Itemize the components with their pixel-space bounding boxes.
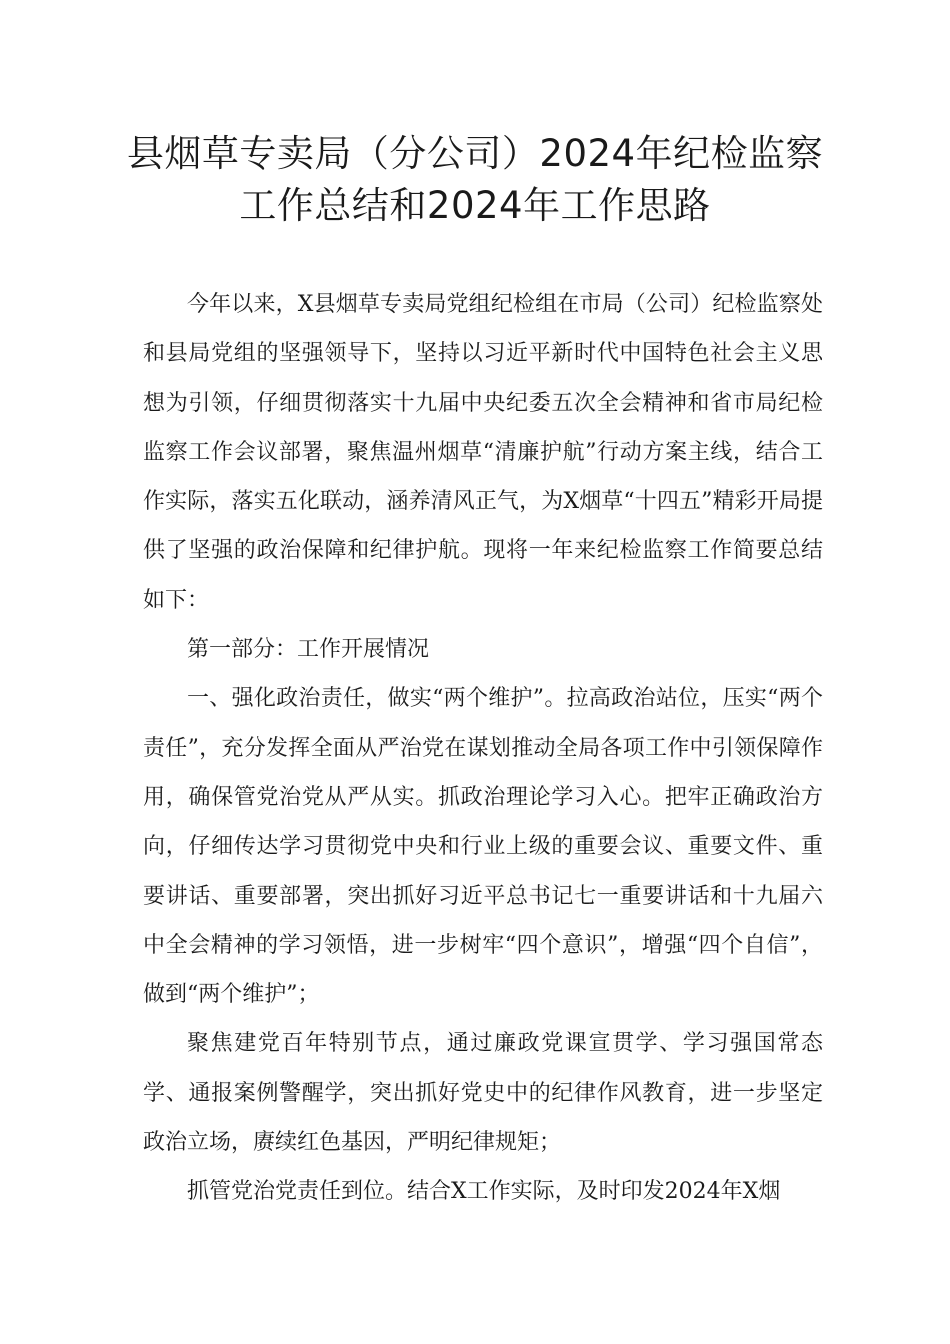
paragraph-section-one: 一、强化政治责任，做实“两个维护”。拉高政治站位，压实“两个责任”，充分发挥全面从严治党在谋划推动全局各项工作中引领保障作用，确保管党治党从严从实。抓政治理论学习入心。把牢正确政治方向，仔细传达学习贯彻党中央和行业上级的重要会议、重要文件、重要讲话、重要部署，突出抓好习近平总书记七一重要讲话和十九届六中全会精神的学习领悟，进一步树牢“四个意识”，增强“四个自信”，做到“两个维护”； — [143, 686, 823, 1008]
paragraph-part-heading: 第一部分：工作开展情况 — [187, 637, 430, 663]
document-body — [143, 280, 823, 1217]
paragraph-party-history: 聚焦建党百年特别节点，通过廉政党课宣贯学、学习强国常态学、通报案例警醒学，突出抓好党史中的纪律作风教育，进一步坚定政治立场，赓续红色基因，严明纪律规矩； — [143, 1031, 823, 1156]
paragraph-intro: 今年以来，X县烟草专卖局党组纪检组在市局（公司）纪检监察处和县局党组的坚强领导下，坚持以习近平新时代中国特色社会主义思想为引领，仔细贯彻落实十九届中央纪委五次全会精神和省市局纪检监察工作会议部署，聚焦温州烟草“清廉护航”行动方案主线，结合工作实际，落实五化联动，涵养清风正气，为X烟草“十四五”精彩开局提供了坚强的政治保障和纪律护航。现将一年来纪检监察工作简要总结如下： — [143, 292, 823, 613]
paragraph-responsibility: 抓管党治党责任到位。结合X工作实际，及时印发2024年X烟 — [187, 1179, 781, 1205]
document-title: 县烟草专卖局（分公司）2024年纪检监察工作总结和2024年工作思路 — [126, 132, 824, 227]
